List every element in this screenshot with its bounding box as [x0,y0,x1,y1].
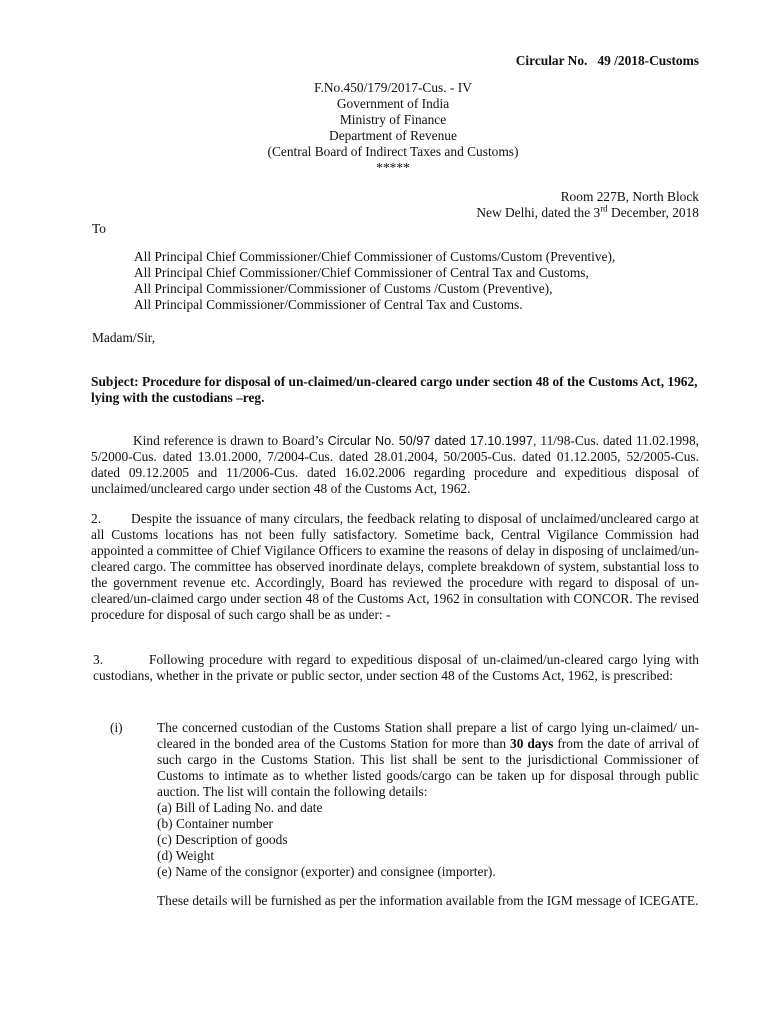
circular-number: Circular No. 49 /2018-Customs [515,53,699,68]
para1-rest: 11/98-Cus. dated 11.02.1998, 5/2000-Cus. dated 13.01.2000, 7/2004-Cus. dated 28.01.2004, 50/2005-Cus. dated 01.12.2005, 52/2005-Cus. dated 09.12.2005 and 11/2006-Cus. dated 16.02.2006 regarding procedure and expeditious disposal of unclaimed/uncleared cargo under section 48 of the Customs Act, 1962. [91,433,699,496]
subject-line: Subject: Procedure for disposal of un-claimed/un-cleared cargo under section 48 of the Customs Act, 1962, lying with the custodians –reg. [91,374,698,405]
date-superscript: rd [600,203,608,214]
letterhead [0,80,768,176]
date-prefix: New Delhi, dated the 3 [476,205,601,220]
para3-text: Following procedure with regard to expeditious disposal of un-claimed/un-cleared cargo lying with custodians, whether in the private or public sector, under section 48 of the Customs Act, 1962, is prescribed: [93,652,699,683]
detail-item: (c) Description of goods [157,832,288,847]
item-i-body [157,720,699,880]
item-number: (i) [110,720,123,735]
para2-text: Despite the issuance of many circulars, the feedback relating to disposal of unclaimed/uncleared cargo at all Customs locations has not been fully satisfactory. Sometime back, Central Vigilance Commission had appointed a committee of Chief Vigilance Officers to examine the reasons of delay in disposing of unclaimed/un-cleared cargo. The committee has observed inordinate delays, complete breakdown of system, substantial loss to the government revenue etc. Accordingly, Board has reviewed the procedure with regard to disposal of un-cleared/un-claimed cargo under section 48 of the Customs Act, 1962 in consultation with CONCOR. The revised procedure for disposal of such cargo shall be as under: - [91,511,699,622]
detail-item: (e) Name of the consignor (exporter) and consignee (importer). [157,864,496,879]
para1-circular-ref: Circular No. 50/97 dated 17.10.1997, [327,434,537,448]
recipient-line: All Principal Commissioner/Commissioner of Customs /Custom (Preventive), [134,281,553,296]
to-label: To [92,221,106,236]
recipient-line: All Principal Chief Commissioner/Chief Commissioner of Central Tax and Customs, [134,265,589,280]
item-i-text-after: from the date of arrival of such cargo in the Customs Station. This list shall be sent to the jurisdictional Commissioner of Customs to intimate as to whether listed goods/cargo can be taken up for disposal through public auction. The list will contain the following details: [157,736,699,799]
detail-item: (b) Container number [157,816,274,831]
board-line: (Central Board of Indirect Taxes and Customs) [267,144,519,159]
place-and-date [476,189,699,221]
para1-lead: Kind reference is drawn to Board’s [133,433,328,448]
department-line: Department of Revenue [329,128,457,143]
separator-stars: ***** [376,160,410,175]
detail-item: (d) Weight [157,848,215,863]
item-i-bold-days: 30 days [510,736,554,751]
government-line: Government of India [336,96,450,111]
recipient-list [134,249,615,313]
para2-number: 2. [91,511,102,526]
detail-item: (a) Bill of Lading No. and date [157,800,323,815]
item-i-note: These details will be furnished as per the information available from the IGM message of ICEGATE. [157,893,699,908]
item-i-text [157,720,699,800]
date-line [476,205,699,221]
item-i-text-before: The concerned custodian of the Customs Station shall prepare a list of cargo lying un-claimed/ un-cleared in the bonded area of the Customs Station for more than [157,720,699,751]
paragraph-2 [91,511,699,623]
date-suffix: December, 2018 [607,205,699,220]
salutation: Madam/Sir, [92,330,156,345]
paragraph-3 [93,652,699,684]
recipient-line: All Principal Chief Commissioner/Chief Commissioner of Customs/Custom (Preventive), [134,249,616,264]
detail-list [157,800,699,880]
para3-number: 3. [93,652,104,667]
room-line: Room 227B, North Block [560,189,699,204]
file-number: F.No.450/179/2017-Cus. - IV [314,80,472,95]
paragraph-1 [91,433,699,497]
recipient-line: All Principal Commissioner/Commissioner of Central Tax and Customs. [134,297,523,312]
ministry-line: Ministry of Finance [339,112,447,127]
